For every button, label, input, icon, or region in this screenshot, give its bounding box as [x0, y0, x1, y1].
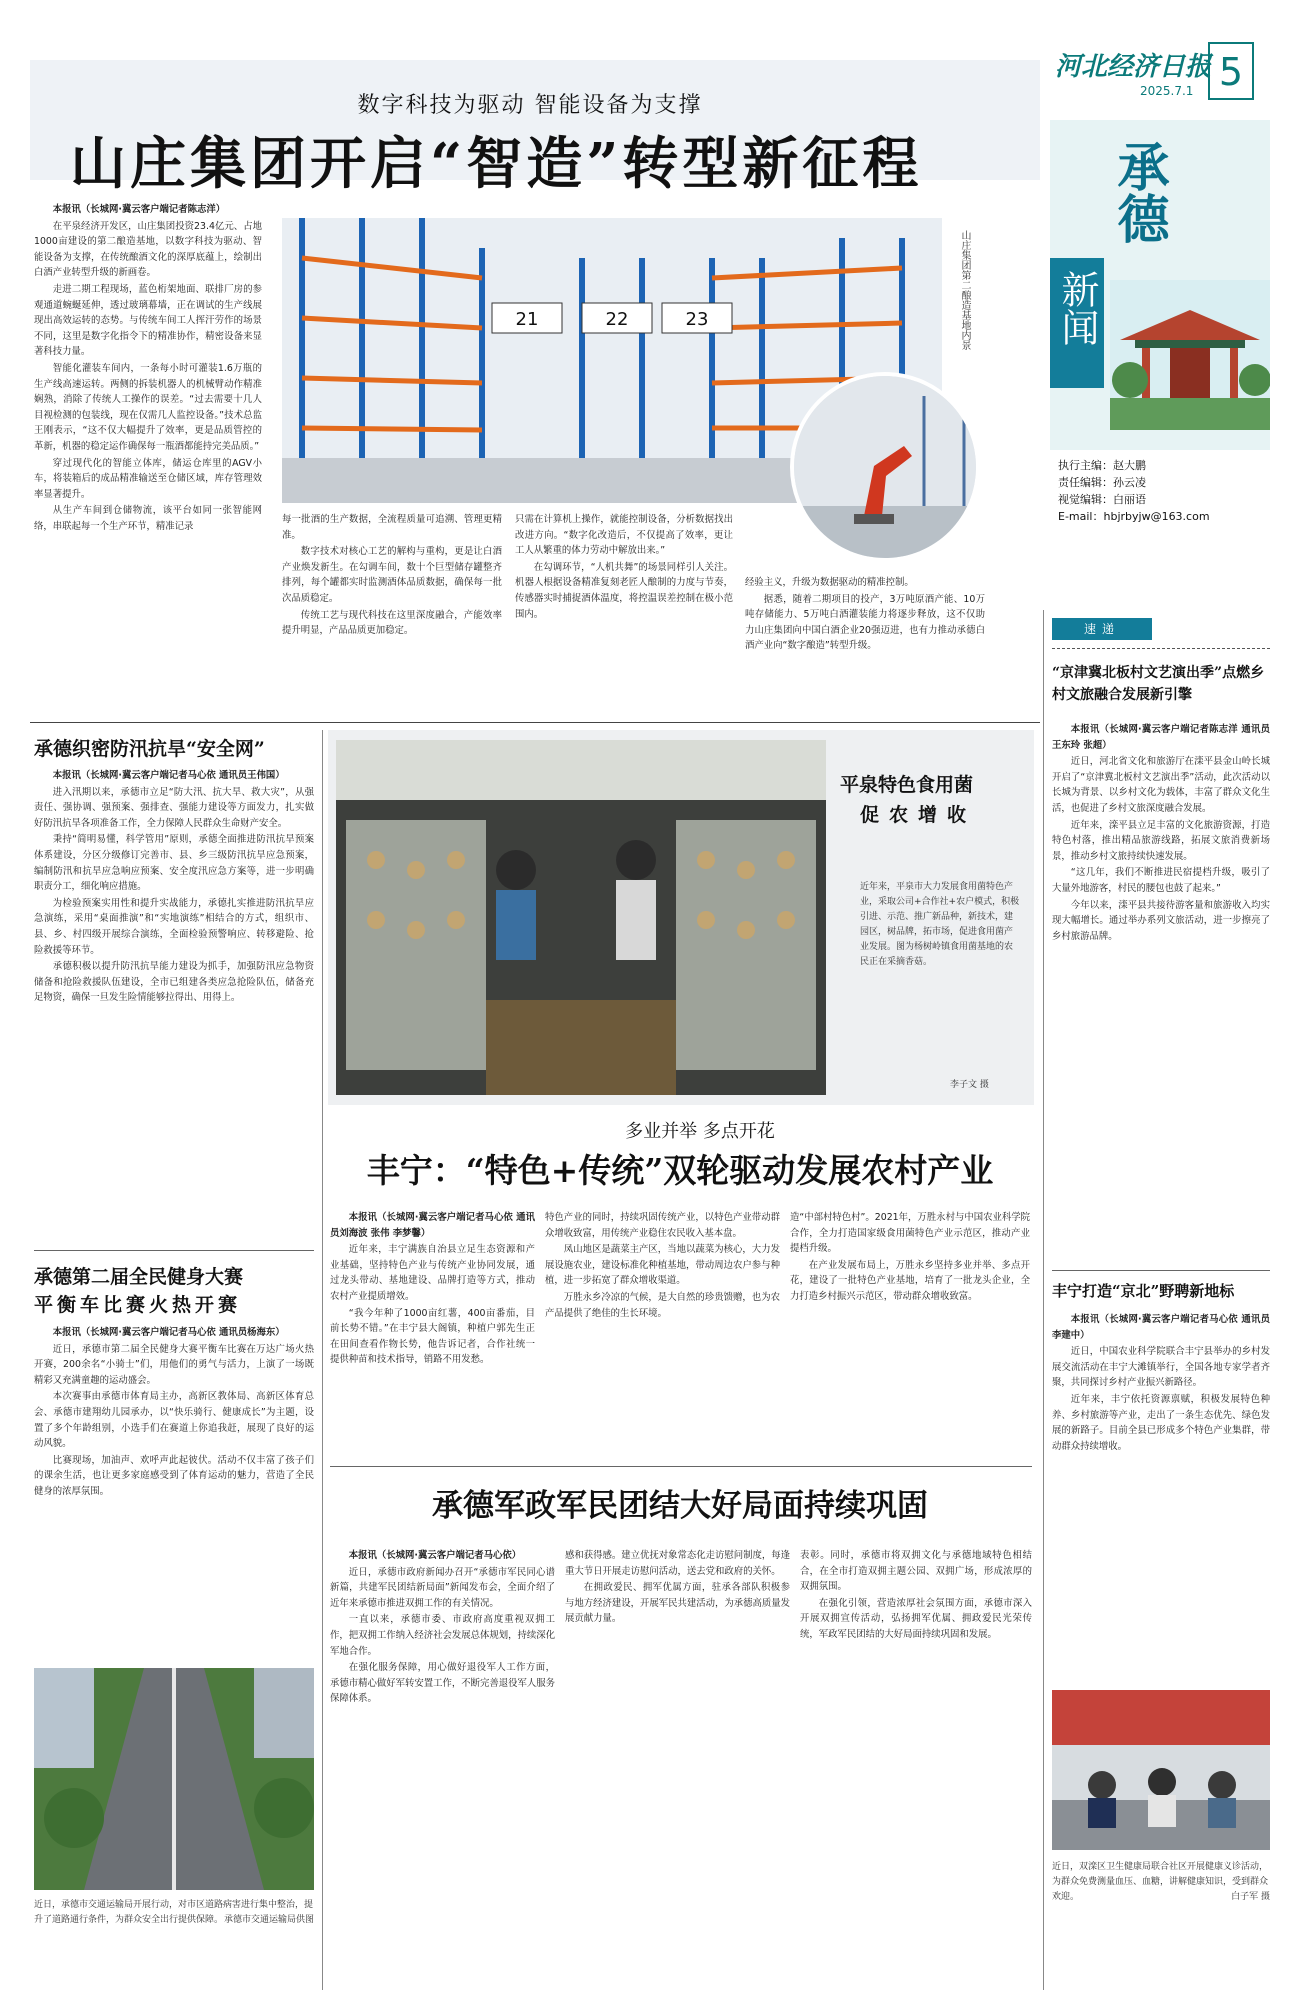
army-col-2: [565, 1548, 790, 1988]
lead-para: 在勾调环节，“人机共舞”的场景同样引人关注。机器人根据设备精准复刻老匠人酿制的力度与节奏，传感器实时捕捉酒体温度，将控温误差控制在极小范围内。: [515, 561, 733, 620]
section-title-sub: [1050, 258, 1104, 388]
left-col-rule: [322, 730, 323, 1990]
right1-para: “这几年，我们不断推进民宿提档升级，吸引了大量外地游客，村民的腰包也鼓了起来。”: [1052, 867, 1270, 894]
lead-para: 穿过现代化的智能立体库，储运仓库里的AGV小车，将装箱后的成品精准输送至仓储区域，库存管理效率显著提升。: [34, 457, 262, 500]
quick-label: 速递: [1052, 618, 1152, 640]
paper-date: 2025.7.1: [1140, 84, 1194, 98]
fengning-para: 造“中部村特色村”。2021年，万胜永村与中国农业科学院合作，全力打造国家级食用菌特色产业示范区，推动产业提档升级。: [790, 1212, 1030, 1255]
robot-photo: [790, 372, 980, 562]
lead-kicker: 数字科技为驱动 智能设备为支撑: [357, 93, 703, 118]
paper-name: 河北经济日报: [1055, 52, 1212, 82]
army-top-rule: [330, 1466, 1032, 1467]
section-title-text: 承德: [1108, 140, 1169, 244]
fitness-body: [34, 1325, 314, 1653]
mushroom-credit: 李子文 摄: [950, 1080, 989, 1090]
flood-body: [34, 768, 314, 1243]
quick-divider: [1052, 648, 1270, 649]
lead-para: 在平泉经济开发区，山庄集团投资23.4亿元、占地1000亩建设的第二酿造基地，以数字科技为驱动、智能设备为支撑，在传统酿酒文化的深厚底蕴上，绘制出白酒产业转型升级的新画卷。: [34, 220, 262, 279]
editor-exec: 执行主编：赵大鹏: [1058, 459, 1146, 472]
clinic-caption-text: 近日，双滦区卫生健康局联合社区开展健康义诊活动，为群众免费测量血压、血糖，讲解健康知识，受到群众欢迎。: [1052, 1862, 1269, 1902]
fitness-title-1: 承德第二届全民健身大赛: [34, 1266, 244, 1288]
fitness-byline: 本报讯（长城网·冀云客户端记者马心依 通讯员杨海东）: [52, 1327, 285, 1338]
flood-para: 为检验预案实用性和提升实战能力，承德扎实推进防汛抗旱应急演练，采用“桌面推演”和“实地演练”相结合的方式，组织市、县、乡、村四级开展综合演练，全面检验预警响应、转移避险、抢险救援等环节。: [34, 897, 314, 956]
fengning-col-1: [330, 1210, 535, 1455]
right1-byline: 本报讯（长城网·冀云客户端记者陈志洋 通讯员王东玲 张超）: [1052, 724, 1270, 751]
section-title-main: [1110, 140, 1170, 255]
lead-col-2: [282, 512, 502, 712]
fengning-para: “我今年种了1000亩红薯，400亩番茄，目前长势不错。”在丰宁县大阁镇，种植户郭先生正在田间查看作物长势，他告诉记者，合作社统一提供种苗和技术指导，销路不用发愁。: [330, 1307, 535, 1366]
flood-para: 进入汛期以来，承德市立足“防大汛、抗大旱、救大灾”，从强责任、强协调、强预案、强排查、强能力建设等方面发力，扎实做好防汛抗旱各项准备工作，全力保障人民群众生命财产安全。: [34, 786, 314, 829]
road-caption: [34, 1898, 314, 1988]
right2-para: 近日，中国农业科学院联合丰宁县举办的乡村发展交流活动在丰宁大滩镇举行，全国各地专家学者齐聚，共同探讨乡村产业振兴新路径。: [1052, 1346, 1270, 1389]
lead-bottom-rule: [30, 722, 1040, 723]
lead-para: 经验主义，升级为数据驱动的精准控制。: [745, 577, 914, 588]
road-caption-text: 近日，承德市交通运输局开展行动，对市区道路病害进行集中整治，提升了道路通行条件，为群众安全出行提供保障。: [34, 1900, 314, 1925]
fitness-para: 本次赛事由承德市体育局主办，高新区教体局、高新区体育总会、承德市建翔幼儿园承办，以“快乐骑行、健康成长”为主题，设置了多个年龄组别，小选手们在赛道上你追我赶，展现了良好的运动风貌。: [34, 1391, 314, 1450]
right-divider: [1052, 1270, 1270, 1271]
lead-para: 只需在计算机上操作，就能控制设备，分析数据找出改进方向。“数字化改造后，不仅提高了效率，更让工人从繁重的体力劳动中解放出来。”: [515, 514, 733, 557]
mushroom-caption: [860, 880, 1020, 1080]
flood-para: 承德积极以提升防汛抗旱能力建设为抓手，加强防汛应急物资储备和抢险救援队伍建设，全市已组建各类应急抢险队伍，储备充足物资，确保一旦发生险情能够拉得出、用得上。: [34, 961, 314, 1004]
right2-byline: 本报讯（长城网·冀云客户端记者马心依 通讯员李建中）: [1052, 1314, 1270, 1341]
editor-duty: 责任编辑：孙云凌: [1058, 476, 1146, 489]
section-sub-text: 新闻: [1055, 270, 1099, 346]
lead-para: 每一批酒的生产数据，全流程质量可追溯、管理更精准。: [282, 514, 502, 541]
lead-photo-caption-text: 山庄集团第二酿造基地内景: [959, 230, 970, 350]
fitness-para: 近日，承德市第二届全民健身大赛平衡车比赛在万达广场火热开赛，200余名“小骑士”们，用他们的勇气与活力，上演了一场既精彩又充满童趣的运动盛会。: [34, 1343, 314, 1386]
editor-email: E-mail：hbjrbyjw@163.com: [1058, 510, 1210, 523]
army-para: 一直以来，承德市委、市政府高度重视双拥工作，把双拥工作纳入经济社会发展总体规划，持续深化军地合作。: [330, 1614, 555, 1657]
fengning-byline: 本报讯（长城网·冀云客户端记者马心依 通讯员刘海波 张伟 李梦馨）: [330, 1212, 535, 1239]
lead-col-3: [515, 512, 733, 712]
right2-title: 丰宁打造“京北”野聘新地标: [1052, 1282, 1235, 1300]
fengning-para: 近年来，丰宁满族自治县立足生态资源和产业基础，坚持特色产业与传统产业协同发展，通过龙头带动、基地建设、品牌打造等方式，推动农村产业提质增效。: [330, 1244, 535, 1302]
right1-body: [1052, 722, 1270, 1262]
right1-para: 今年以来，滦平县共接待游客量和旅游收入均实现大幅增长。通过举办系列文旅活动，进一步擦亮了乡村旅游品牌。: [1052, 899, 1270, 942]
fitness-title-2: 平衡车比赛火热开赛: [34, 1294, 242, 1316]
lead-col-4: [745, 575, 985, 715]
fengning-col-3: [790, 1210, 1030, 1455]
army-para: 感和获得感。建立优抚对象常态化走访慰问制度，每逢重大节日开展走访慰问活动，送去党和政府的关怀。: [565, 1550, 790, 1577]
flood-para: 秉持“简明易懂，科学管用”原则，承德全面推进防汛抗旱预案体系建设，分区分级修订完善市、县、乡三级防汛抗旱应急预案，编制防汛和抗旱应急响应预案、安全度汛应急方案等，进一步明确职责分工，细化响应措施。: [34, 834, 314, 893]
lead-para: 传统工艺与现代科技在这里深度融合，产能效率提升明显，产品品质更加稳定。: [282, 609, 502, 637]
army-para: 在强化服务保障，用心做好退役军人工作方面，承德市精心做好军转安置工作，不断完善退役军人服务保障体系。: [330, 1662, 555, 1705]
fengning-para: 万胜永乡冷凉的气候，是大自然的珍贵馈赠，也为农产品提供了绝佳的生长环境。: [545, 1291, 780, 1319]
fengning-title: 丰宁：“特色+传统”双轮驱动发展农村产业: [366, 1151, 994, 1190]
mushroom-photo: [336, 740, 826, 1095]
right2-para: 近年来，丰宁依托资源禀赋，积极发展特色种养、乡村旅游等产业，走出了一条生态优先、绿色发展的新路子。目前全县已形成多个特色产业集群，带动群众持续增收。: [1052, 1393, 1270, 1452]
fengning-kicker: 多业并举 多点开花: [625, 1121, 775, 1142]
army-para: 在拥政爱民、拥军优属方面，驻承各部队积极参与地方经济建设，开展军民共建活动，为承德高质量发展贡献力量。: [565, 1582, 790, 1625]
army-col-1: [330, 1548, 555, 1988]
lead-byline: 本报讯（长城网·冀云客户端记者陈志洋）: [52, 204, 226, 215]
flood-byline: 本报讯（长城网·冀云客户端记者马心依 通讯员王伟国）: [52, 770, 285, 781]
lead-para: 从生产车间到仓储物流，该平台如同一张智能网络，串联起每一个生产环节，精准记录: [34, 505, 262, 532]
mushroom-caption-text: 近年来，平泉市大力发展食用菌特色产业，采取公司+合作社+农户模式，积极引进、示范、推广新品种，新技术，建园区，树品牌，拓市场，促进食用菌产业发展。图为杨树岭镇食用菌基地的农民正在采摘香菇。: [860, 882, 1020, 967]
clinic-credit: 白子军 摄: [1231, 1892, 1270, 1902]
lead-title: 山庄集团开启“智造”转型新征程: [70, 131, 923, 197]
lead-col-1: [34, 202, 262, 710]
flood-divider: [34, 1250, 314, 1251]
road-photo: [34, 1668, 314, 1890]
army-para: 表彰。同时，承德市将双拥文化与承德地域特色相结合，在全市打造双拥主题公园、双拥广场，形成浓厚的双拥氛围。: [800, 1550, 1032, 1593]
flood-title: 承德织密防汛抗旱“安全网”: [34, 738, 265, 760]
lead-para: 据悉，随着二期项目的投产，3万吨原酒产能、10万吨存储能力、5万吨白酒灌装能力将逐步释放，这不仅助力山庄集团向中国白酒企业20强迈进，也有力推动承德白酒产业向“数字酿造”转型升级。: [745, 593, 985, 652]
right1-para: 近日，河北省文化和旅游厅在滦平县金山岭长城开启了“京津冀北板村文艺演出季”活动，此次活动以长城为背景、以乡村文化为载体，丰富了群众文化生活，也促进了乡村文旅深度融合发展。: [1052, 756, 1270, 814]
fitness-para: 比赛现场，加油声、欢呼声此起彼伏。活动不仅丰富了孩子们的课余生活，也让更多家庭感受到了体育运动的魅力，营造了全民健身的浓厚氛围。: [34, 1454, 314, 1497]
clinic-caption: [1052, 1860, 1270, 1980]
page-number: 5: [1208, 42, 1254, 100]
army-para: 近日，承德市政府新闻办召开“承德市军民同心谱新篇，共建军民团结新局面”新闻发布会，全面介绍了近年来承德市推进双拥工作的有关情况。: [330, 1566, 555, 1609]
army-byline: 本报讯（长城网·冀云客户端记者马心依）: [348, 1550, 522, 1561]
lead-para: 走进二期工程现场，蓝色桁架地面、联排厂房的参观通道蜿蜒延伸，透过玻璃幕墙，正在调试的生产线展现出高效运转的态势。与传统车间工人挥汗劳作的场景不同，这里是数字化指令下的精准协作，精密设备来显著科技力量。: [34, 283, 262, 358]
mushroom-title-2: 促农增收: [860, 804, 977, 826]
road-credit: 承德市交通运输局供图: [223, 1915, 314, 1925]
right2-body: [1052, 1312, 1270, 1662]
svg-text:21: 21: [515, 309, 539, 330]
fengning-para: 凤山地区是蔬菜主产区，当地以蔬菜为核心，大力发展设施农业，建设标准化种植基地，带动周边农户参与种植，进一步拓宽了群众增收渠道。: [545, 1244, 780, 1287]
lead-para: 智能化灌装车间内，一条每小时可灌装1.6万瓶的生产线高速运转。两侧的拆装机器人的机械臂动作精准娴熟，消除了传统人工操作的误差。“过去需要十几人目视检测的包装线，现在仅需几人监控设备。”技术总监王刚表示，“这不仅大幅提升了效率，更是品质管控的革新，机器的稳定运作确保每一瓶酒都能持完美品质。”: [34, 362, 262, 452]
army-title: 承德军政军民团结大好局面持续巩固: [432, 1488, 928, 1524]
right-col-rule: [1043, 610, 1044, 1990]
right1-title: “京津冀北板村文艺演出季”点燃乡村文旅融合发展新引擎: [1052, 665, 1265, 703]
lead-para: 数字技术对核心工艺的解构与重构，更是让白酒产业焕发新生。在勾调车间，数十个巨型储存罐整齐排列，每个罐都实时监测酒体品质数据，确保每一批次品质稳定。: [282, 546, 502, 604]
clinic-photo: [1052, 1690, 1270, 1850]
right1-para: 近年来，滦平县立足丰富的文化旅游资源，打造特色村落，推出精品旅游线路，拓展文旅消费新场景，推动乡村文旅持续快速发展。: [1052, 819, 1270, 862]
svg-text:22: 22: [605, 309, 629, 330]
editor-visual: 视觉编辑：白丽语: [1058, 493, 1146, 506]
fengning-para: 在产业发展布局上，万胜永乡坚持多业并举、多点开花，建设了一批特色产业基地，培育了一批龙头企业，全力打造乡村振兴示范区，带动群众增收致富。: [790, 1259, 1030, 1302]
lead-photo-caption: [958, 230, 974, 354]
svg-text:23: 23: [685, 309, 709, 330]
fengning-col-2: [545, 1210, 780, 1455]
army-para: 在强化引领，营造浓厚社会氛围方面，承德市深入开展双拥宣传活动，弘扬拥军优属、拥政爱民光荣传统，军政军民团结的大好局面持续巩固和发展。: [800, 1597, 1032, 1640]
fengning-para: 特色产业的同时，持续巩固传统产业，以特色产业带动群众增收致富，用传统产业稳住农民收入基本盘。: [545, 1212, 780, 1239]
pavilion-illustration: [1110, 280, 1270, 430]
mushroom-title-1: 平泉特色食用菌: [840, 774, 974, 796]
army-col-3: [800, 1548, 1032, 1988]
